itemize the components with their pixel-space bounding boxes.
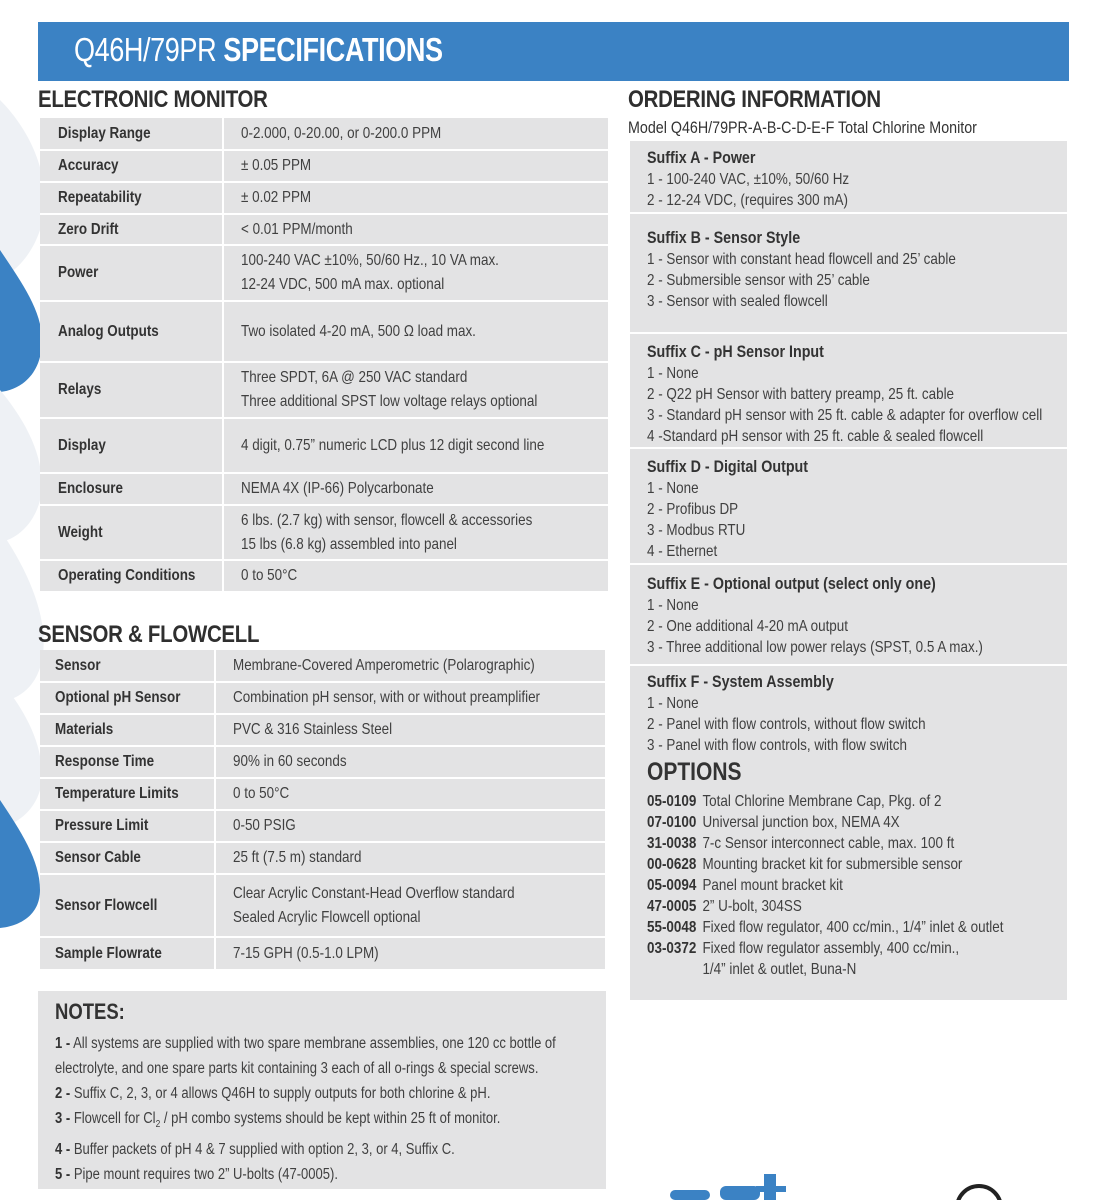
row-label: Operating Conditions: [58, 567, 196, 584]
list-item: 3 - Sensor with sealed flowcell: [647, 293, 828, 310]
row-label: Display: [58, 436, 106, 454]
suffix-d-title: Suffix D - Digital Output: [647, 457, 809, 476]
list-item: 1 - None: [647, 480, 699, 497]
option-desc: Fixed flow regulator, 400 cc/min., 1/4” inlet & outlet: [702, 919, 1004, 936]
row-label: Sensor Flowcell: [55, 896, 158, 914]
list-item: 2 - 12-24 VDC, (requires 300 mA): [647, 192, 848, 209]
list-item: 1 - Sensor with constant head flowcell and 25’ cable: [647, 251, 956, 268]
sensor-flowcell-title: SENSOR & FLOWCELL: [38, 621, 260, 648]
option-row: [647, 875, 1067, 896]
row-value: Combination pH sensor, with or without preamplifier: [233, 689, 541, 706]
row-value: < 0.01 PPM/month: [241, 220, 353, 238]
row-label: Optional pH Sensor: [55, 689, 181, 706]
options-title: [647, 758, 1067, 786]
notes-title-text: NOTES:: [55, 999, 125, 1024]
row-value: 0-2.000, 0-20.00, or 0-200.0 PPM: [241, 124, 442, 142]
header-banner: [38, 22, 1069, 81]
options-title-text: OPTIONS: [647, 758, 742, 786]
suffix-d-block: [630, 449, 1067, 563]
row-value: 25 ft (7.5 m) standard: [233, 849, 362, 866]
option-desc: 2” U-bolt, 304SS: [702, 898, 802, 915]
table-row: [40, 418, 608, 473]
option-desc: Panel mount bracket kit: [702, 877, 843, 894]
row-value: 4 digit, 0.75” numeric LCD plus 12 digit second line: [241, 436, 545, 454]
row-value: Two isolated 4-20 mA, 500 Ω load max.: [241, 322, 476, 340]
note-item: [55, 1137, 455, 1162]
row-value-line2: Three additional SPST low voltage relays optional: [241, 393, 538, 410]
note-text: electrolyte, and one spare parts kit containing 3 each of all o-rings & special screws.: [55, 1060, 539, 1077]
row-value-line2: Sealed Acrylic Flowcell optional: [233, 908, 421, 926]
option-desc: 1/4” inlet & outlet, Buna-N: [702, 961, 857, 978]
option-row: [647, 854, 1067, 875]
row-label: Relays: [58, 381, 102, 398]
row-value: 0 to 50°C: [241, 567, 298, 584]
table-row: [40, 301, 608, 362]
table-row: [40, 505, 608, 560]
suffix-c-title: Suffix C - pH Sensor Input: [647, 342, 824, 361]
electronic-monitor-title: ELECTRONIC MONITOR: [38, 86, 268, 113]
table-row: [40, 842, 605, 874]
note-text: Suffix C, 2, 3, or 4 allows Q46H to supply outputs for both chlorine & pH.: [73, 1085, 491, 1102]
note-number: 1 -: [55, 1035, 71, 1052]
option-code: 03-0372: [647, 940, 697, 957]
notes-title: [55, 999, 138, 1025]
list-item: 4 - Ethernet: [647, 543, 718, 560]
option-desc: Universal junction box, NEMA 4X: [702, 814, 900, 831]
electronic-monitor-table: [40, 118, 608, 593]
row-label: Materials: [55, 721, 114, 738]
option-code: 31-0038: [647, 835, 697, 852]
note-item: [55, 1081, 490, 1106]
option-desc: 7-c Sensor interconnect cable, max. 100 ft: [702, 835, 955, 852]
notes-panel: [38, 991, 606, 1189]
row-label: Zero Drift: [58, 220, 119, 238]
note-subscript: 2: [155, 1119, 161, 1131]
ordering-title: ORDERING INFORMATION: [628, 86, 881, 113]
option-row: [647, 896, 1067, 917]
row-label: Power: [58, 264, 99, 281]
table-row: [40, 778, 605, 810]
row-label: Pressure Limit: [55, 817, 149, 834]
option-row-continued: [647, 959, 1067, 980]
option-row: [647, 812, 1067, 833]
option-row: [647, 938, 1067, 959]
row-label: Sensor Cable: [55, 849, 141, 866]
table-row: [40, 682, 605, 714]
page-title: [74, 31, 443, 69]
row-value: ± 0.02 PPM: [241, 189, 312, 206]
option-code: 05-0109: [647, 793, 697, 810]
list-item: 1 - None: [647, 597, 699, 614]
list-item: 2 - One additional 4-20 mA output: [647, 618, 848, 635]
option-code: 00-0628: [647, 856, 697, 873]
table-row: [40, 182, 608, 214]
company-logo-fragment: [660, 1168, 1060, 1200]
row-value: PVC & 316 Stainless Steel: [233, 721, 393, 738]
list-item: 2 - Submersible sensor with 25’ cable: [647, 272, 870, 289]
option-desc: Mounting bracket kit for submersible sensor: [702, 856, 963, 873]
list-item: 2 - Profibus DP: [647, 501, 739, 518]
row-value: 90% in 60 seconds: [233, 753, 347, 770]
row-value: 0 to 50°C: [233, 785, 290, 802]
list-item: 2 - Q22 pH Sensor with battery preamp, 25 ft. cable: [647, 386, 955, 403]
row-value: NEMA 4X (IP-66) Polycarbonate: [241, 480, 434, 497]
note-number: 4 -: [55, 1141, 71, 1159]
row-value: Three SPDT, 6A @ 250 VAC standard: [241, 369, 468, 386]
table-row: [40, 214, 608, 245]
option-desc: Fixed flow regulator assembly, 400 cc/min.,: [702, 940, 960, 957]
list-item: 3 - Modbus RTU: [647, 522, 746, 539]
table-row: [40, 118, 608, 150]
row-label: Repeatability: [58, 189, 142, 206]
option-code: 05-0094: [647, 877, 697, 894]
list-item: 3 - Standard pH sensor with 25 ft. cable & adapter for overflow cell: [647, 407, 1043, 424]
note-text: Buffer packets of pH 4 & 7 supplied with option 2, 3, or 4, Suffix C.: [73, 1141, 455, 1159]
note-text: Pipe mount requires two 2” U-bolts (47-0005).: [73, 1166, 338, 1184]
suffix-e-block: [630, 565, 1067, 664]
list-item: 1 - 100-240 VAC, ±10%, 50/60 Hz: [647, 171, 850, 188]
note-text: All systems are supplied with two spare membrane assemblies, one 120 cc bottle of: [73, 1035, 556, 1052]
suffix-b-title: Suffix B - Sensor Style: [647, 228, 801, 247]
list-item: 1 - None: [647, 365, 699, 382]
table-row: [40, 245, 608, 301]
note-number: 3 -: [55, 1110, 71, 1127]
row-value: 6 lbs. (2.7 kg) with sensor, flowcell & accessories: [241, 511, 533, 529]
list-item: 3 - Panel with flow controls, with flow switch: [647, 737, 907, 754]
row-label: Enclosure: [58, 480, 123, 497]
table-row: [40, 937, 605, 970]
list-item: 4 -Standard pH sensor with 25 ft. cable & sealed flowcell: [647, 428, 984, 445]
note-item: [55, 1031, 556, 1056]
row-label: Sensor: [55, 656, 101, 674]
suffix-f-title: Suffix F - System Assembly: [647, 672, 834, 691]
option-code: 55-0048: [647, 919, 697, 936]
row-label: Weight: [58, 523, 103, 541]
table-row: [40, 150, 608, 182]
row-label: Temperature Limits: [55, 785, 179, 802]
notes-body: [55, 1031, 615, 1187]
suffix-c-block: [630, 334, 1067, 447]
table-row: [40, 560, 608, 592]
title-word: SPECIFICATIONS: [223, 31, 443, 68]
options-list: [647, 791, 1067, 980]
row-value: 7-15 GPH (0.5-1.0 LPM): [233, 944, 379, 962]
note-number: 2 -: [55, 1085, 71, 1102]
option-code: 47-0005: [647, 898, 697, 915]
table-row: [40, 714, 605, 746]
note-item: [55, 1106, 500, 1137]
note-text: / pH combo systems should be kept within 25 ft of monitor.: [160, 1110, 501, 1127]
suffix-a-title: Suffix A - Power: [647, 148, 756, 167]
table-row: [40, 874, 605, 937]
row-value: 0-50 PSIG: [233, 817, 296, 834]
table-row: [40, 746, 605, 778]
table-row: [40, 473, 608, 505]
sensor-flowcell-table: [40, 650, 605, 971]
row-label: Analog Outputs: [58, 322, 159, 340]
note-text: Flowcell for Cl: [73, 1110, 156, 1127]
title-model: Q46H/79PR: [74, 31, 217, 68]
note-number: 5 -: [55, 1166, 71, 1184]
suffix-f-options-block: [630, 666, 1067, 1000]
row-value: ± 0.05 PPM: [241, 157, 312, 174]
table-row: [40, 650, 605, 682]
row-label: Response Time: [55, 753, 155, 770]
table-row: [40, 810, 605, 842]
suffix-a-block: [630, 141, 1067, 212]
row-value-line2: 15 lbs (6.8 kg) assembled into panel: [241, 535, 457, 553]
list-item: 3 - Three additional low power relays (SPST, 0.5 A max.): [647, 639, 983, 656]
row-value-line2: 12-24 VDC, 500 mA max. optional: [241, 276, 445, 293]
row-label: Sample Flowrate: [55, 944, 162, 962]
row-label: Display Range: [58, 124, 151, 142]
row-value: 100-240 VAC ±10%, 50/60 Hz., 10 VA max.: [241, 252, 499, 269]
table-row: [40, 362, 608, 418]
suffix-b-block: [630, 214, 1067, 332]
option-code: 07-0100: [647, 814, 697, 831]
ordering-subtitle-text: Model Q46H/79PR-A-B-C-D-E-F Total Chlorine Monitor: [628, 118, 977, 137]
note-item: [55, 1162, 338, 1187]
list-item: 2 - Panel with flow controls, without flow switch: [647, 716, 926, 733]
option-row: [647, 791, 1067, 812]
row-value: Membrane-Covered Amperometric (Polarographic): [233, 656, 535, 674]
option-row: [647, 833, 1067, 854]
option-desc: Total Chlorine Membrane Cap, Pkg. of 2: [702, 793, 942, 810]
ordering-subtitle: [628, 118, 1043, 138]
option-row: [647, 917, 1067, 938]
suffix-e-title: Suffix E - Optional output (select only one): [647, 574, 936, 593]
row-label: Accuracy: [58, 157, 119, 174]
row-value: Clear Acrylic Constant-Head Overflow standard: [233, 884, 515, 902]
list-item: 1 - None: [647, 695, 699, 712]
note-item-continued: [55, 1056, 538, 1081]
